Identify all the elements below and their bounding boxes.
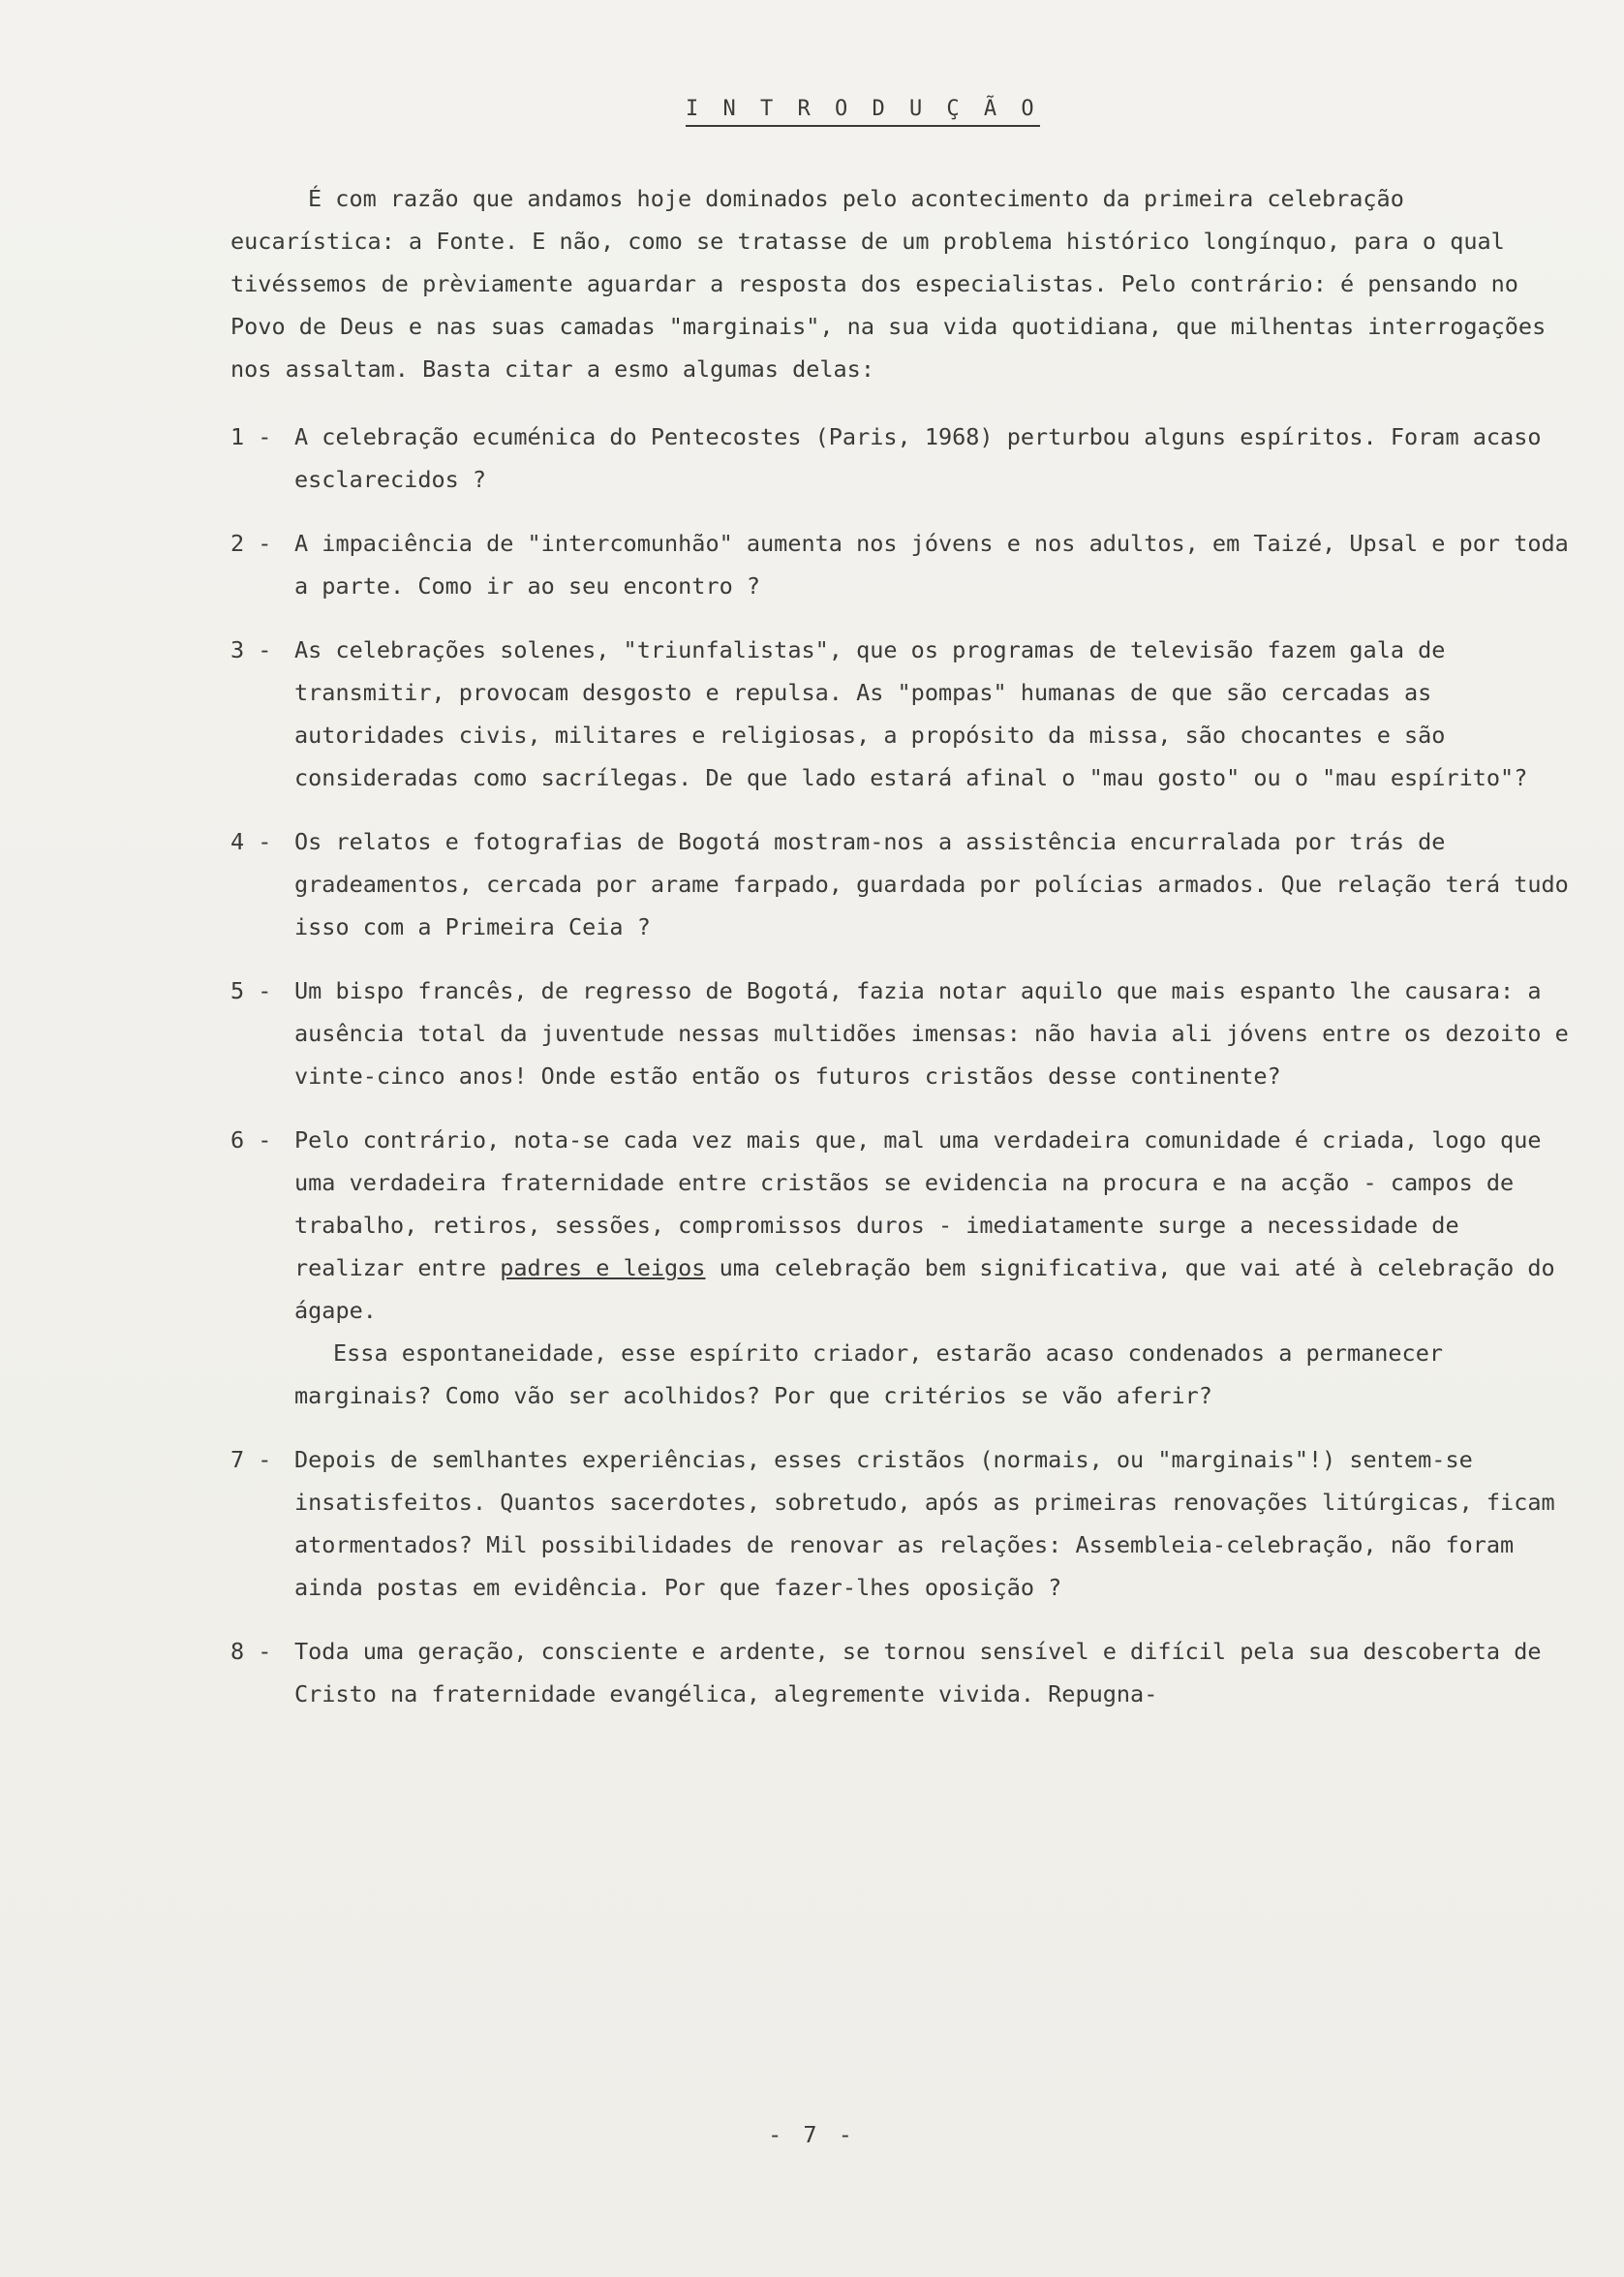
item-text-post: uma celebração bem significativa, que vai até à celebração do ágape. <box>294 1254 1555 1324</box>
page-title: I N T R O D U Ç Ã O <box>686 97 1040 127</box>
item-text: A impaciência de "intercomunhão" aumenta nos jóvens e nos adultos, em Taizé, Upsal e por toda a parte. Como ir ao seu encontro ? <box>294 530 1569 600</box>
item-number: 6 - <box>230 1126 272 1154</box>
list-item <box>230 1438 1577 1609</box>
item-number: 3 - <box>230 636 272 663</box>
item-text: Um bispo francês, de regresso de Bogotá, fazia notar aquilo que mais espanto lhe causara: a ausência total da juventude nessas multidões imensas: não havia ali jóvens entre os dezoito e vinte-cinco anos! Onde estão então os futuros cristãos desse continente? <box>294 977 1569 1090</box>
item-text: A celebração ecuménica do Pentecostes (Paris, 1968) perturbou alguns espíritos. Foram acaso esclarecidos ? <box>294 423 1542 493</box>
list-item <box>230 415 1577 501</box>
item-text: Toda uma geração, consciente e ardente, se tornou sensível e difícil pela sua descoberta de Cristo na fraternidade evangélica, alegremente vivida. Repugna- <box>294 1638 1542 1708</box>
list-item <box>230 969 1577 1097</box>
list-item <box>230 522 1577 607</box>
list-item <box>230 629 1577 799</box>
item-continuation: Essa espontaneidade, esse espírito criador, estarão acaso condenados a permanecer marginais? Como vão ser acolhidos? Por que critérios se vão aferir? <box>294 1339 1444 1409</box>
list-item <box>230 820 1577 948</box>
item-number: 4 - <box>230 828 272 855</box>
item-text: As celebrações solenes, "triunfalistas", que os programas de televisão fazem gala de transmitir, provocam desgosto e repulsa. As "pompas" humanas de que são cercadas as autoridades civis, militares e religiosas, a propósito da missa, são chocantes e são consideradas como sacrílegas. De que lado estará afinal o "mau gosto" ou o "mau espírito"? <box>294 636 1528 791</box>
item-number: 7 - <box>230 1446 272 1473</box>
item-number: 8 - <box>230 1638 272 1665</box>
item-text: Depois de semlhantes experiências, esses cristãos (normais, ou "marginais"!) sentem-se insatisfeitos. Quantos sacerdotes, sobretudo, após as primeiras renovações litúrgicas, ficam atormentados? Mil possibilidades de renovar as relações: Assembleia-celebração, não foram ainda postas em evidência. Por que fazer-lhes oposição ? <box>294 1446 1555 1601</box>
item-number: 1 - <box>230 423 272 450</box>
list-item <box>230 1630 1577 1715</box>
item-number: 5 - <box>230 977 272 1004</box>
item-text-pre: Pelo contrário, nota-se cada vez mais que, mal uma verdadeira comunidade é criada, logo que uma verdadeira fraternidade entre cristãos se evidencia na procura e na acção - campos de trabalho, retiros, sessões, compromissos duros - imediatamente surge a necessidade de realizar entre <box>294 1126 1542 1281</box>
item-text: Os relatos e fotografias de Bogotá mostram-nos a assistência encurralada por trás de gradeamentos, cercada por arame farpado, guardada por polícias armados. Que relação terá tudo isso com a Primeira Ceia ? <box>294 828 1569 940</box>
item-text <box>294 1119 1577 1417</box>
underlined-phrase: padres e leigos <box>500 1254 706 1281</box>
page-number: - 7 - <box>768 2121 856 2148</box>
item-number: 2 - <box>230 530 272 557</box>
list-item <box>230 1119 1577 1417</box>
intro-paragraph: É com razão que andamos hoje dominados pelo acontecimento da primeira celebração eucarística: a Fonte. E não, como se tratasse de um problema histórico longínquo, para o qual tivéssemos de prèviamente aguardar a resposta dos especialistas. Pelo contrário: é pensando no Povo de Deus e nas suas camadas "marginais", na sua vida quotidiana, que milhentas interrogações nos assaltam. Basta citar a esmo algumas delas: <box>230 185 1547 383</box>
